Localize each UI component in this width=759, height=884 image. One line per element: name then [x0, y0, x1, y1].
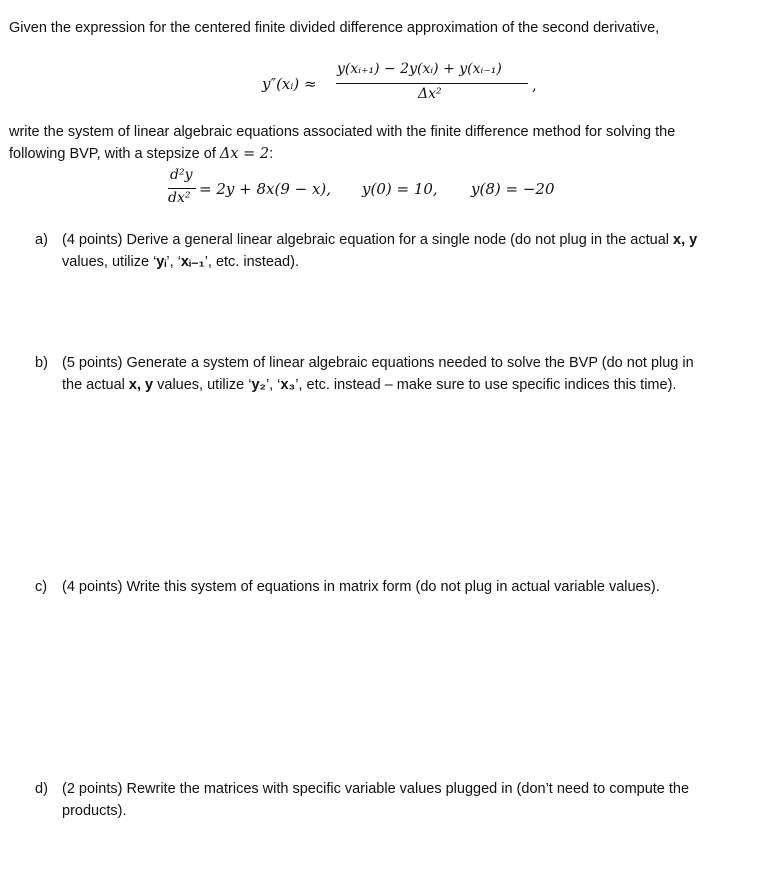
bvp-numerator: d²y — [170, 167, 193, 183]
part-a-separator: ’, ‘ — [166, 254, 181, 270]
intro-text: Given the expression for the centered finite divided difference approximation of the second derivative, — [9, 20, 660, 36]
part-d-line-2: products). — [62, 803, 127, 819]
part-c-line-1: Write this system of equations in matrix form (do not plug in actual variable values). — [122, 579, 660, 595]
formula-trail: , — [532, 76, 537, 94]
part-b-body — [62, 352, 732, 396]
part-a-symbol-xi-1: xᵢ₋₁ — [180, 254, 205, 270]
formula-denominator: Δx² — [418, 86, 442, 102]
part-b-line-1: Generate a system of linear algebraic equations needed to solve the BVP (do not plug in — [122, 355, 694, 371]
instruction-line-1: write the system of linear algebraic equations associated with the finite difference method for solving the — [9, 124, 676, 140]
instruction-line-2-text: following BVP, with a stepsize of — [9, 146, 220, 162]
part-a-line-2a: values, utilize ‘ — [62, 254, 157, 270]
part-b-label: b) — [35, 355, 48, 371]
instruction-line-2 — [9, 143, 273, 165]
part-b-symbol-x3: x₃ — [280, 377, 296, 393]
bvp-fraction-bar — [168, 188, 196, 189]
part-a-label: a) — [35, 232, 48, 248]
part-b-symbol-y2: y₂ — [251, 377, 266, 393]
part-d-label: d) — [35, 781, 48, 797]
formula-lhs: y″(xᵢ) ≈ — [262, 75, 317, 93]
part-d-points: (2 points) — [62, 781, 123, 797]
part-a-line-2b: ’, etc. instead). — [204, 254, 299, 270]
bvp-boundary-1: y(0) = 10, — [362, 180, 438, 198]
formula-numerator: y(xᵢ₊₁) − 2y(xᵢ) + y(xᵢ₋₁) — [337, 61, 502, 77]
stepsize-math: Δx = 2 — [219, 146, 270, 162]
part-b-line-2b: values, utilize ‘ — [153, 377, 252, 393]
part-d-line-1: Rewrite the matrices with specific variable values plugged in (don’t need to compute the — [122, 781, 690, 797]
part-b-separator: ’, ‘ — [265, 377, 281, 393]
part-b-bold-xy: x, y — [128, 377, 154, 393]
formula-fraction-bar — [336, 83, 528, 84]
part-b-line-2c: ’, etc. instead – make sure to use specific indices this time). — [295, 377, 677, 393]
instruction-line-2-end: : — [269, 146, 274, 162]
part-a-body — [62, 229, 732, 273]
part-b-line-2a: the actual — [62, 377, 129, 393]
part-c-label: c) — [35, 579, 48, 595]
part-a-bold-xy: x, y — [673, 232, 698, 248]
bvp-rhs: = 2y + 8x(9 − x), — [199, 180, 332, 198]
bvp-denominator: dx² — [168, 190, 191, 206]
part-a-symbol-yi: yᵢ — [156, 254, 167, 270]
part-c-body — [62, 576, 732, 598]
part-b-points: (5 points) — [62, 355, 123, 371]
part-d-body — [62, 778, 732, 822]
part-a-points: (4 points) — [62, 232, 123, 248]
part-c-points: (4 points) — [62, 579, 123, 595]
bvp-boundary-2: y(8) = −20 — [471, 180, 555, 198]
part-a-line-1: Derive a general linear algebraic equation for a single node (do not plug in the actual — [122, 232, 674, 248]
